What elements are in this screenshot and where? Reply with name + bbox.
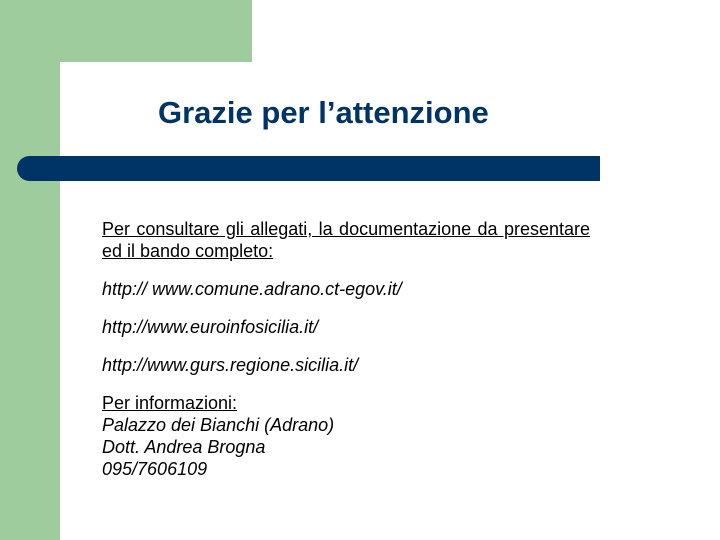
top-green-block xyxy=(0,0,252,62)
link-euroinfosicilia[interactable]: http://www.euroinfosicilia.it/ xyxy=(102,317,319,337)
slide-title: Grazie per l’attenzione xyxy=(158,95,489,130)
link-comune-adrano[interactable]: http:// www.comune.adrano.ct-egov.it/ xyxy=(102,279,402,299)
left-green-band xyxy=(0,0,60,540)
info-address: Palazzo dei Bianchi (Adrano) xyxy=(102,415,335,435)
title-underline-bar xyxy=(17,156,600,181)
info-label: Per informazioni: xyxy=(102,393,238,413)
info-contact-name: Dott. Andrea Brogna xyxy=(102,437,266,457)
slide-body xyxy=(102,218,590,480)
intro-text: Per consultare gli allegati, la documentazione da presentare ed il bando completo: xyxy=(102,219,590,261)
link-gurs-regione-sicilia[interactable]: http://www.gurs.regione.sicilia.it/ xyxy=(102,355,359,375)
info-phone: 095/7606109 xyxy=(102,459,208,479)
